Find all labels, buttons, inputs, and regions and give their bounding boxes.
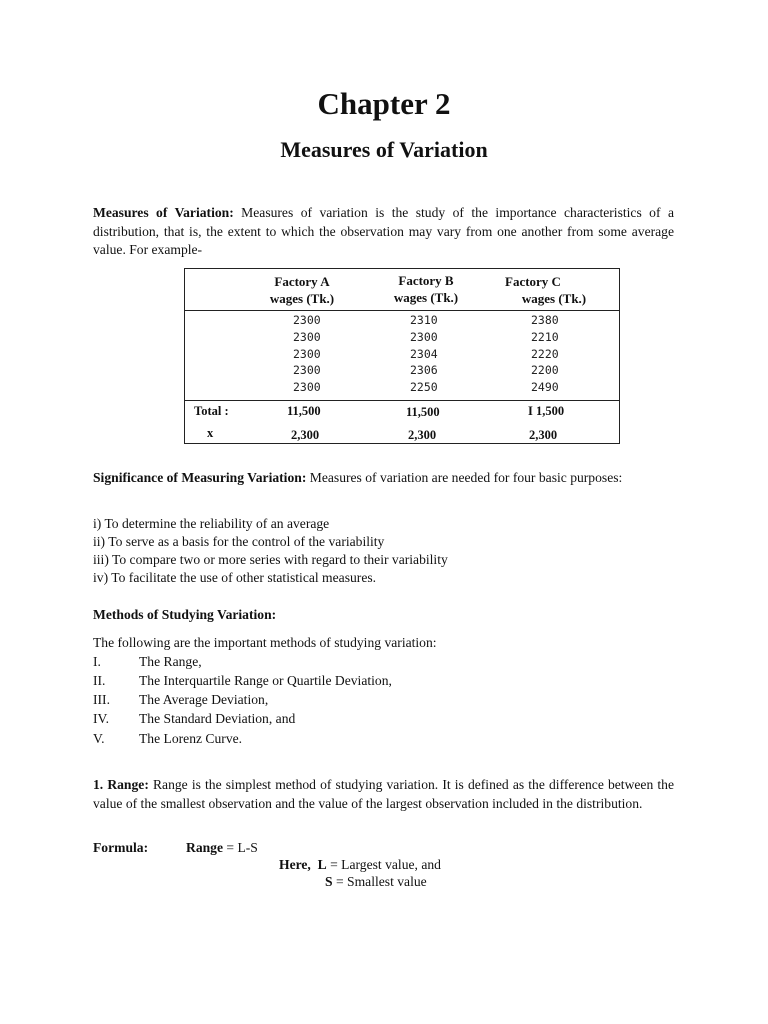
total-factory-a: 11,500 (287, 404, 321, 418)
header-b-line1: Factory B (398, 273, 454, 288)
s-symbol: S (325, 874, 333, 889)
header-a-line2: wages (Tk.) (269, 291, 335, 306)
table-cell: 2200 (531, 363, 559, 378)
purpose-item: iii) To compare two or more series with regard to their variability (93, 552, 448, 567)
methods-heading: Methods of Studying Variation: (93, 607, 277, 622)
header-divider (185, 310, 619, 311)
formula-definition-l (279, 857, 441, 873)
chapter-subtitle: Measures of Variation (280, 137, 488, 162)
table-cell: 2300 (293, 329, 321, 344)
methods-intro: The following are the important methods of studying variation: (93, 635, 437, 650)
table-cell: 2304 (410, 346, 438, 361)
header-a-line1: Factory A (274, 274, 330, 289)
intro-label: Measures of Variation: (93, 205, 234, 220)
table-cell: 2380 (531, 313, 559, 327)
method-text: The Standard Deviation, and (139, 711, 296, 726)
formula-label: Formula: (93, 840, 149, 855)
table-cell: 2306 (410, 363, 438, 378)
purpose-item: ii) To serve as a basis for the control of the variability (93, 534, 385, 549)
significance-label: Significance of Measuring Variation: (93, 470, 307, 485)
chapter-title: Chapter 2 (317, 86, 451, 121)
l-symbol: L (317, 857, 327, 872)
column-factory-b (410, 312, 438, 396)
table-cell: 2210 (531, 329, 559, 344)
method-text: The Range, (139, 654, 202, 669)
significance-text: Measures of variation are needed for four basic purposes: (306, 470, 623, 485)
mean-factory-b: 2,300 (408, 428, 437, 442)
formula-name: Range (186, 840, 224, 855)
range-formula (186, 840, 258, 856)
header-c-line1: Factory C (505, 274, 561, 289)
totals-divider (185, 400, 619, 401)
intro-paragraph (93, 204, 674, 260)
method-text: The Interquartile Range or Quartile Deviation, (139, 673, 392, 688)
range-text: Range is the simplest method of studying variation. It is defined as the difference between the value of the smallest observation and the value of the largest observation included in the distribution. (93, 777, 674, 811)
method-number: II. (93, 673, 106, 688)
method-text: The Lorenz Curve. (139, 731, 243, 746)
s-description: = Smallest value (332, 874, 427, 889)
table-cell: 2220 (531, 346, 559, 361)
significance-paragraph (93, 469, 674, 488)
mean-label: x (207, 426, 214, 440)
table-cell: 2300 (293, 363, 321, 378)
purpose-item: iv) To facilitate the use of other statistical measures. (93, 570, 377, 585)
purpose-item: i) To determine the reliability of an average (93, 516, 330, 531)
range-paragraph (93, 776, 674, 813)
here-label: Here, (279, 857, 311, 872)
header-b-line2: wages (Tk.) (393, 290, 459, 305)
total-factory-c: I 1,500 (528, 404, 565, 418)
formula-definition-s (325, 874, 427, 890)
column-factory-c (531, 312, 559, 396)
wages-table (184, 268, 620, 444)
column-factory-a (293, 312, 321, 396)
table-cell: 2250 (410, 380, 438, 395)
table-cell: 2300 (410, 329, 438, 344)
range-label: 1. Range: (93, 777, 149, 792)
l-description: = Largest value, and (326, 857, 441, 872)
header-factory-a (259, 273, 345, 307)
header-factory-b (383, 272, 469, 306)
table-cell: 2490 (531, 380, 559, 395)
intro-text: Measures of variation is the study of the importance characteristics of a distribution, that is, the extent to which the observation may vary from one another from some average value. For example- (93, 205, 674, 257)
total-factory-b: 11,500 (406, 405, 440, 419)
method-number: V. (93, 731, 105, 746)
header-c-line2: wages (Tk.) (521, 291, 587, 306)
table-cell: 2310 (410, 313, 438, 327)
method-text: The Average Deviation, (139, 692, 269, 707)
method-number: I. (93, 654, 101, 669)
table-cell: 2300 (293, 346, 321, 361)
mean-factory-a: 2,300 (291, 428, 320, 442)
formula-expression: = L-S (223, 840, 258, 855)
mean-factory-c: 2,300 (529, 428, 558, 442)
method-number: III. (93, 692, 110, 707)
table-cell: 2300 (293, 313, 321, 327)
header-factory-c (505, 273, 591, 307)
total-label: Total : (194, 404, 229, 418)
method-number: IV. (93, 711, 109, 726)
table-cell: 2300 (293, 380, 321, 395)
